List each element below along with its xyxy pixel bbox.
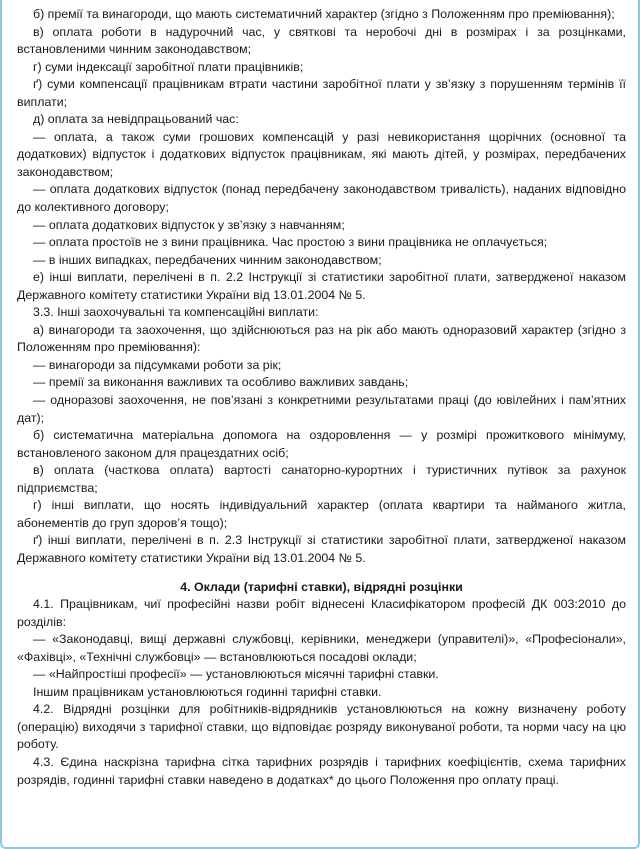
paragraph: — «Найпростіші професії» — установлюються місячні тарифні ставки. xyxy=(33,667,439,682)
paragraph: Іншим працівникам установлюються годинні тарифні ставки. xyxy=(33,684,382,699)
paragraph: 4.1. Працівникам, чиї професійні назви робіт віднесені Класифікатором професій ДК 003:2010 до розділів: xyxy=(17,597,626,629)
paragraph: е) інші виплати, перелічені в п. 2.2 Інструкції зі статистики заробітної плати, затвердженої наказом Державного комітету статистики України від 13.01.2004 № 5. xyxy=(17,270,626,302)
paragraph: б) премії та винагороди, що мають систематичний характер (згідно з Положенням про преміювання); xyxy=(33,7,615,21)
paragraph: а) винагороди та заохочення, що здійснюються раз на рік або мають одноразовий характер (згідно з Положенням про преміювання): xyxy=(17,322,626,355)
paragraph: б) систематична матеріальна допомога на оздоровлення — у розмірі прожиткового мінімуму, встановленого законом для працездатних осіб; xyxy=(17,428,626,460)
paragraph: г) суми індексації заробітної плати працівників; xyxy=(33,59,304,74)
paragraph: 3.3. Інші заохочувальні та компенсаційні виплати: xyxy=(33,305,319,320)
paragraph: в) оплата (часткова оплата) вартості санаторно-курортних і туристичних путівок за рахунок підприємства; xyxy=(17,463,626,495)
paragraph: — оплата простоїв не з вини працівника. Час простою з вини працівника не оплачується; xyxy=(33,235,548,250)
section-heading: 4. Оклади (тарифні ставки), відрядні розцінки xyxy=(180,579,463,594)
paragraph: ґ) суми компенсації працівникам втрати частини заробітної плати у зв’язку з порушенням термінів її виплати; xyxy=(17,77,626,109)
paragraph: — оплата, а також суми грошових компенсацій у разі невикористання щорічних (основної та додаткових) відпусток і додаткових відпусток працівникам, які мають дітей, у розмірах, передбачених законодавством; xyxy=(17,129,626,179)
paragraph: в) оплата роботи в надурочний час, у святкові та неробочі дні в розмірах і за розцінками, встановленими чинним законодавством; xyxy=(17,24,626,57)
paragraph: — «Законодавці, вищі державні службовці, керівники, менеджери (управителі)», «Професіонали», «Фахівці», «Технічні службовці» — встановлюються посадові оклади; xyxy=(17,632,626,664)
paragraph: — премії за виконання важливих та особливо важливих завдань; xyxy=(33,375,409,390)
paragraph: г) інші виплати, що носять індивідуальний характер (оплата квартири та найманого житла, абонементів до груп здоров’я тощо); xyxy=(17,498,626,530)
paragraph: — одноразові заохочення, не пов’язані з конкретними результатами праці (до ювілейних і пам’ятних дат); xyxy=(17,393,626,425)
paragraph: — оплата додаткових відпусток (понад передбачену законодавством тривалість), наданих відповідно до колективного договору; xyxy=(17,182,626,215)
paragraph: — винагороди за підсумками роботи за рік; xyxy=(33,357,282,372)
paragraph: ґ) інші виплати, перелічені в п. 2.3 Інструкції зі статистики заробітної плати, затвердженої наказом Державного комітету статистики України від 13.01.2004 № 5. xyxy=(17,533,626,565)
paragraph: 4.3. Єдина наскрізна тарифна сітка тарифних розрядів і тарифних коефіцієнтів, схема тарифних розрядів, годинні тарифні ставки наведено в додатках* до цього Положення про оплату праці. xyxy=(17,754,626,787)
paragraph: д) оплата за невідпрацьований час: xyxy=(33,112,239,127)
paragraph: — оплата додаткових відпусток у зв’язку з навчанням; xyxy=(33,217,345,232)
paragraph: — в інших випадках, передбачених чинним законодавством; xyxy=(33,252,382,267)
paragraph: 4.2. Відрядні розцінки для робітників-відрядників установлюються на кожну визначену роботу (операцію) виходячи з тарифної ставки, що відповідає розряду виконуваної роботи, та норми часу на цю роботу. xyxy=(17,702,626,752)
section-gap xyxy=(17,568,626,577)
